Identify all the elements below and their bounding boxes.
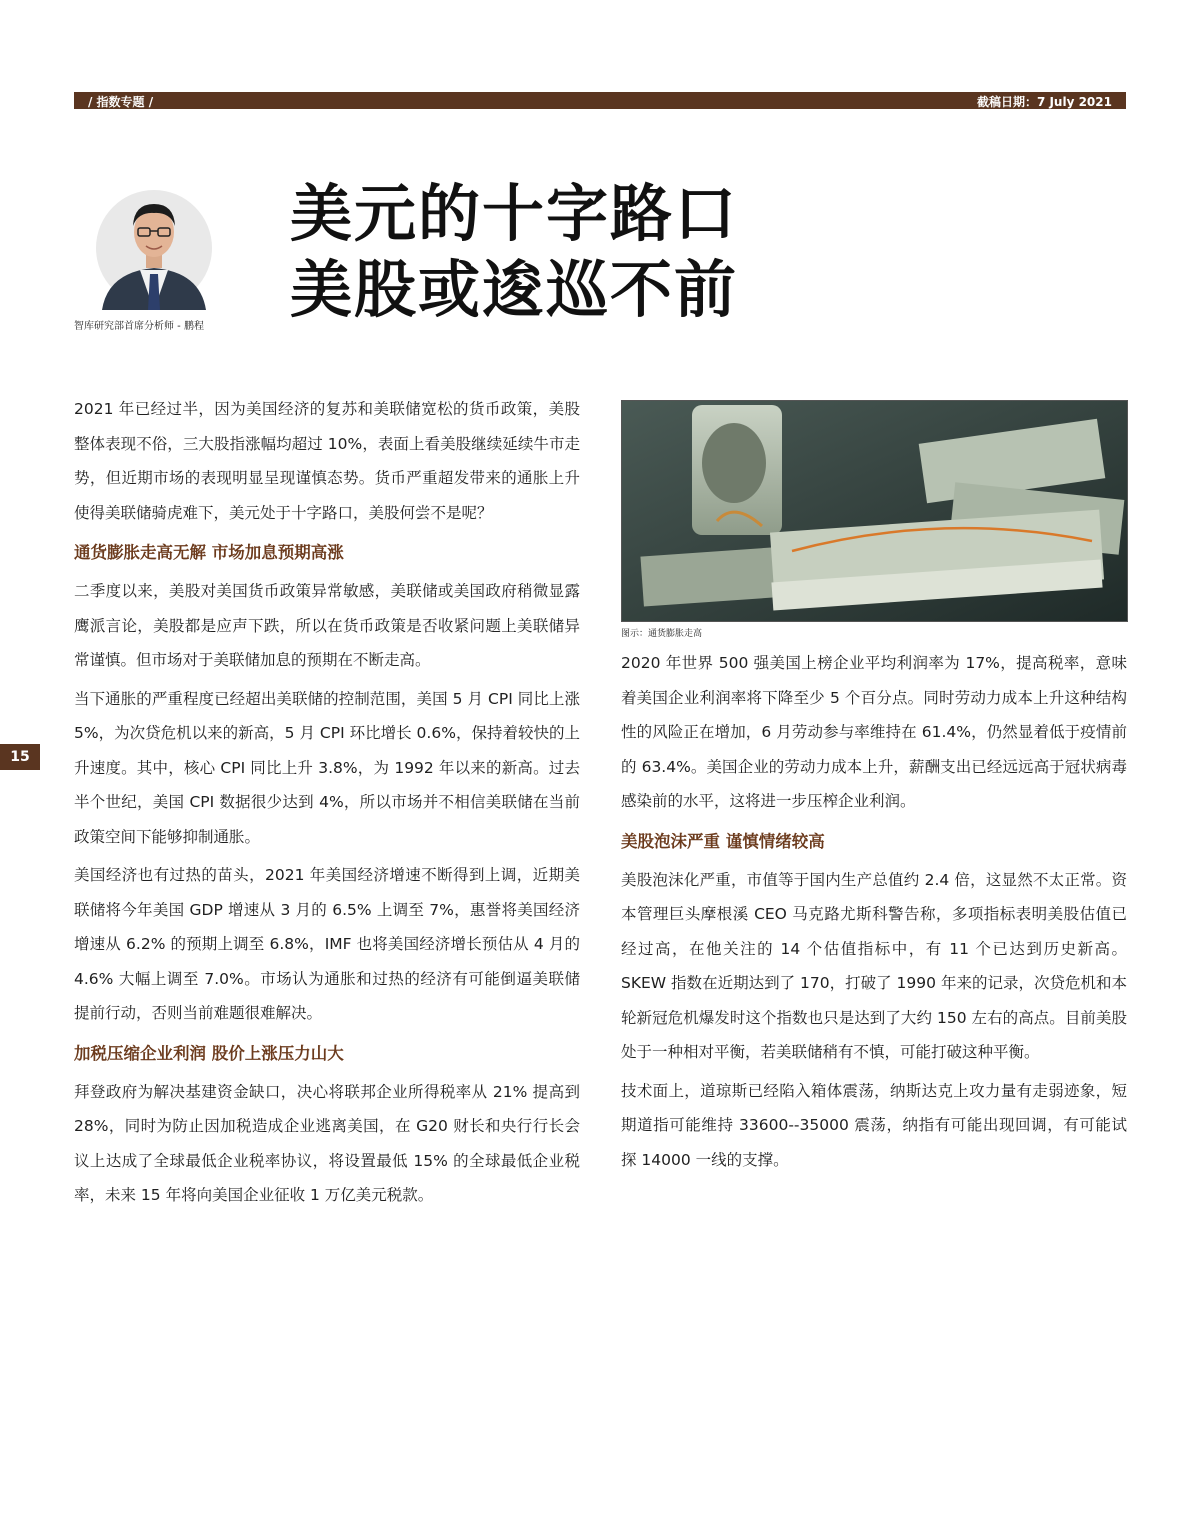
paragraph: 当下通胀的严重程度已经超出美联储的控制范围，美国 5 月 CPI 同比上涨 5%，为次贷危机以来的新高，5 月 CPI 环比增长 0.6%，保持着较快的上升速度。其中，核心 CPI 同比上升 3.8%，为 1992 年以来的新高。过去半个世纪，美国 CPI 数据很少达到 4%，所以市场并不相信美联储在当前政策空间下能够抑制通胀。 <box>74 689 580 846</box>
paragraph: 美国经济也有过热的苗头，2021 年美国经济增速不断得到上调，近期美联储将今年美国 GDP 增速从 3 月的 6.5% 上调至 7%，惠誉将美国经济增速从 6.2% 的预期上调至 6.8%，IMF 也将美国经济增长预估从 4 月的 4.6% 大幅上调至 7.0%。市场认为通胀和过热的经济有可能倒逼美联储提前行动，否则当前难题很难解决。 <box>74 866 580 1022</box>
paragraph: 2020 年世界 500 强美国上榜企业平均利润率为 17%，提高税率，意味着美国企业利润率将下降至少 5 个百分点。同时劳动力成本上升这种结构性的风险正在增加，6 月劳动参与率维持在 61.4%，仍然显着低于疫情前的 63.4%。美国企业的劳动力成本上升，薪酬支出已经远远高于冠状病毒感染前的水平，这将进一步压榨企业利润。 <box>621 654 1127 810</box>
author-caption: 智库研究部首席分析师 - 鹏程 <box>74 321 204 332</box>
paragraph: 二季度以来，美股对美国货币政策异常敏感，美联储或美国政府稍微显露鹰派言论，美股都是应声下跌，所以在货币政策是否收紧问题上美联储异常谨慎。但市场对于美联储加息的预期在不断走高。 <box>74 582 580 669</box>
title-line-2: 美股或逡巡不前 <box>290 253 739 326</box>
right-column <box>621 646 1127 1181</box>
left-column <box>74 392 580 1217</box>
money-photo <box>621 400 1128 622</box>
paragraph: 技术面上，道琼斯已经陷入箱体震荡，纳斯达克上攻力量有走弱迹象，短期道指可能维持 33600--35000 震荡，纳指有可能出现回调，有可能试探 14000 一线的支撑。 <box>621 1081 1127 1169</box>
section-heading-tax: 加税压缩企业利润 股价上涨压力山大 <box>74 1043 344 1063</box>
author-portrait <box>94 176 214 310</box>
title-line-1: 美元的十字路口 <box>290 177 739 250</box>
paragraph: 美股泡沫化严重，市值等于国内生产总值约 2.4 倍，这显然不太正常。资本管理巨头摩根溪 CEO 马克路尤斯科警告称，多项指标表明美股估值已经过高，在他关注的 14 个估值指标中，有 11 个已达到历史新高。SKEW 指数在近期达到了 170，打破了 1990 年来的记录，次贷危机和本轮新冠危机爆发时这个指数也只是达到了大约 150 左右的高点。目前美股处于一种相对平衡，若美联储稍有不慎，可能打破这种平衡。 <box>621 870 1127 1061</box>
section-label: / 指数专题 / <box>88 95 154 109</box>
intro-paragraph: 2021 年已经过半，因为美国经济的复苏和美联储宽松的货币政策，美股整体表现不俗，三大股指涨幅均超过 10%，表面上看美股继续延续牛市走势，但近期市场的表现明显呈现谨慎态势。货币严重超发带来的通胀上升使得美联储骑虎难下，美元处于十字路口，美股何尝不是呢？ <box>74 400 580 522</box>
article-title <box>290 176 738 328</box>
section-heading-inflation: 通货膨胀走高无解 市场加息预期高涨 <box>74 543 344 562</box>
header-bar <box>74 92 1126 109</box>
figure-caption: 图示：通货膨胀走高 <box>621 629 703 639</box>
paragraph: 拜登政府为解决基建资金缺口，决心将联邦企业所得税率从 21% 提高到 28%，同时为防止因加税造成企业逃离美国，在 G20 财长和央行行长会议上达成了全球最低企业税率协议，将设置最低 15% 的全球最低企业税率，未来 15 年将向美国企业征收 1 万亿美元税款。 <box>74 1082 580 1204</box>
page-number: 15 <box>0 744 40 770</box>
deadline-date: 截稿日期：7 July 2021 <box>976 95 1112 109</box>
section-heading-bubble: 美股泡沫严重 谨慎情绪较高 <box>621 831 825 851</box>
